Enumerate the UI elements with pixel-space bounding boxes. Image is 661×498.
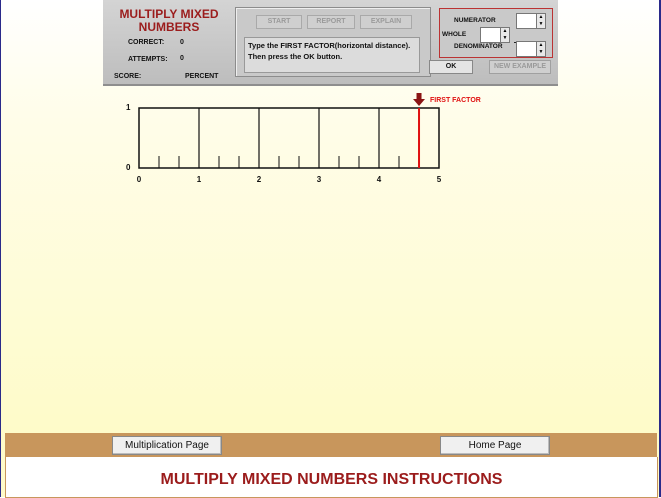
- bottom-nav-bar: [5, 433, 657, 457]
- x-axis-label: 5: [436, 175, 442, 184]
- correct-label: CORRECT:: [128, 39, 165, 46]
- report-button[interactable]: REPORT: [307, 15, 355, 29]
- graph-frame: [139, 108, 439, 168]
- instruction-line-2: Then press the OK button.: [248, 52, 343, 61]
- denominator-label: DENOMINATOR: [454, 43, 503, 50]
- explain-button[interactable]: EXPLAIN: [360, 15, 412, 29]
- denominator-stepper[interactable]: [516, 41, 546, 57]
- tick-marks: [159, 108, 419, 168]
- home-page-button[interactable]: Home Page: [440, 436, 550, 455]
- first-factor-label: FIRST FACTOR: [430, 97, 481, 104]
- whole-stepper[interactable]: [480, 27, 510, 43]
- down-arrow-icon: [413, 93, 425, 106]
- instructions-section: [5, 457, 658, 498]
- x-axis-label: 1: [196, 175, 202, 184]
- denominator-spin-arrows-icon[interactable]: ▲ ▼: [536, 42, 545, 56]
- start-button[interactable]: START: [256, 15, 302, 29]
- score-label: SCORE:: [114, 73, 142, 80]
- multiplication-page-button[interactable]: Multiplication Page: [112, 436, 222, 455]
- activity-title: MULTIPLY MIXED NUMBERS: [119, 7, 219, 34]
- ok-button[interactable]: OK: [429, 60, 473, 74]
- number-line-graph: [0, 88, 661, 288]
- x-axis-label: 0: [136, 175, 142, 184]
- x-axis-labels: [137, 175, 442, 184]
- y-axis-label-bottom: 0: [126, 163, 131, 172]
- correct-value: 0: [180, 39, 184, 46]
- numerator-spin-arrows-icon[interactable]: ▲ ▼: [536, 14, 545, 28]
- instruction-message: [244, 37, 420, 73]
- x-axis-label: 3: [316, 175, 322, 184]
- instruction-panel: [235, 7, 431, 77]
- control-panel: [103, 0, 558, 86]
- instructions-title: MULTIPLY MIXED NUMBERS INSTRUCTIONS: [160, 471, 503, 488]
- y-axis-label-top: 1: [126, 103, 131, 112]
- instruction-line-1: Type the FIRST FACTOR(horizontal distance).: [248, 41, 411, 50]
- numerator-label: NUMERATOR: [454, 17, 496, 24]
- whole-spin-arrows-icon[interactable]: ▲ ▼: [500, 28, 509, 42]
- x-axis-label: 4: [376, 175, 382, 184]
- whole-label: WHOLE: [442, 31, 467, 38]
- fraction-input-box: [439, 8, 553, 58]
- attempts-value: 0: [180, 55, 184, 62]
- numerator-stepper[interactable]: [516, 13, 546, 29]
- attempts-label: ATTEMPTS:: [128, 56, 168, 63]
- x-axis-label: 2: [256, 175, 262, 184]
- new-example-button[interactable]: NEW EXAMPLE: [489, 60, 551, 74]
- percent-label: PERCENT: [185, 73, 219, 80]
